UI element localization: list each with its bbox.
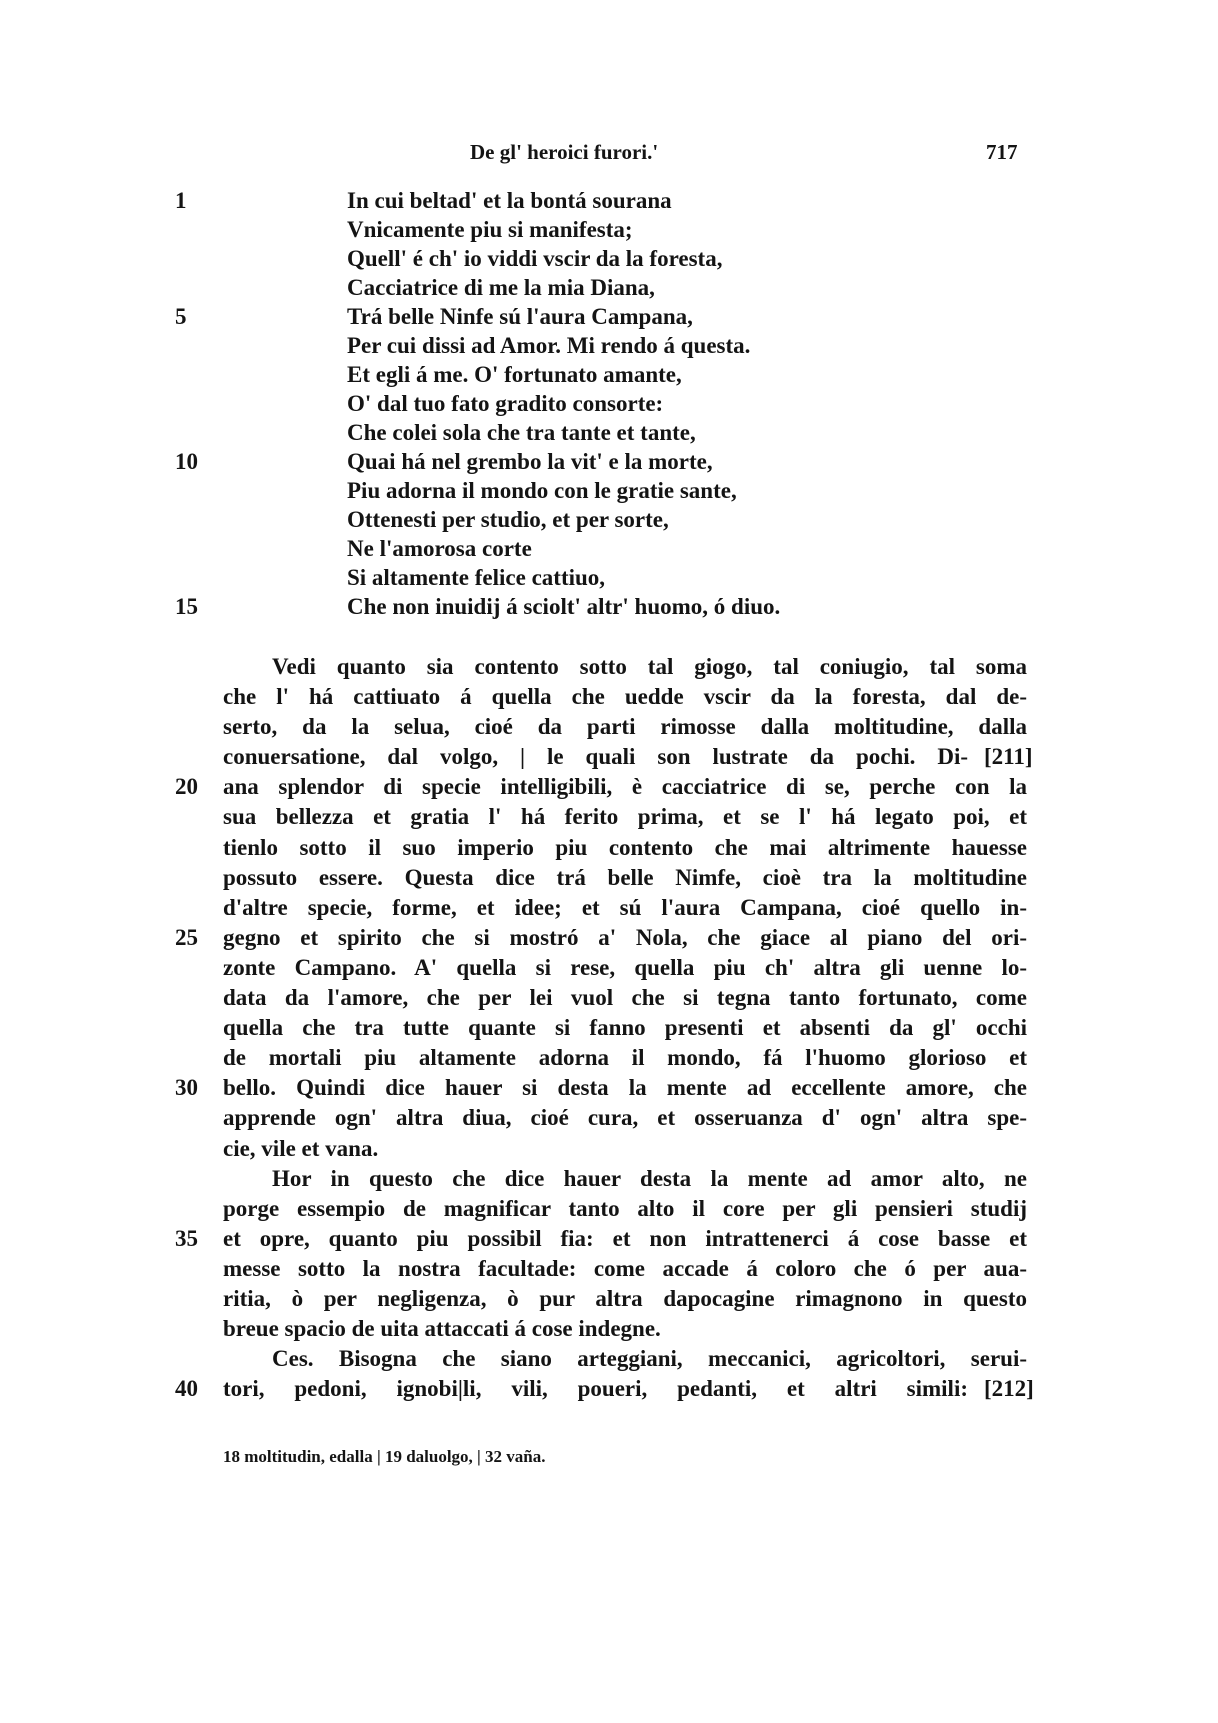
prose-line	[0, 1284, 1218, 1314]
prose-line	[0, 953, 1218, 983]
verse-text: Si altamente felice cattiuo,	[347, 565, 606, 590]
prose-text: sua bellezza et gratia l' há ferito prima, et se l' há legato poi, et	[223, 804, 1027, 830]
line-number: 40	[175, 1376, 198, 1402]
prose-text: tienlo sotto il suo imperio piu contento che mai altrimente hauesse	[223, 834, 1027, 860]
prose-text: et opre, quanto piu possibil fia: et non intrattenerci á cose basse et	[223, 1225, 1027, 1251]
verse-text: Piu adorna il mondo con le gratie sante,	[347, 478, 737, 503]
prose-line	[0, 923, 1218, 953]
page-number: 717	[986, 140, 1018, 164]
prose-text: cie, vile et vana.	[223, 1135, 379, 1161]
prose-text: zonte Campano. A' quella si rese, quella piu ch' altra gli uenne lo-	[223, 954, 1027, 980]
prose-line	[0, 1134, 1218, 1164]
verse-line	[0, 302, 1218, 331]
prose-line	[0, 1224, 1218, 1254]
prose-line	[0, 742, 1218, 772]
prose-text: porge essempio de magnificar tanto alto il core per gli pensieri studij	[223, 1195, 1027, 1221]
prose-text: gegno et spirito che si mostró a' Nola, che giace al piano del ori-	[223, 924, 1027, 950]
verse-text: Ne l'amorosa corte	[347, 536, 532, 561]
line-number: 15	[175, 594, 198, 619]
prose-line	[0, 1344, 1218, 1374]
prose-line	[0, 652, 1218, 682]
margin-page-reference: [212]	[984, 1376, 1034, 1402]
running-head	[0, 140, 1218, 174]
verse-line	[0, 476, 1218, 505]
prose-line	[0, 1254, 1218, 1284]
prose-line	[0, 1103, 1218, 1133]
prose-line	[0, 772, 1218, 802]
verse-line	[0, 273, 1218, 302]
verse-text: Quai há nel grembo la vit' e la morte,	[347, 449, 713, 474]
prose-line	[0, 1013, 1218, 1043]
verse-line	[0, 331, 1218, 360]
verse-text: In cui beltad' et la bontá sourana	[347, 188, 672, 213]
prose-line	[0, 833, 1218, 863]
prose-text: tori, pedoni, ignobi|li, vili, poueri, pedanti, et altri simili:	[223, 1376, 968, 1402]
prose-text: Hor in questo che dice hauer desta la mente ad amor alto, ne	[272, 1165, 1027, 1191]
prose-text: d'altre specie, forme, et idee; et sú l'aura Campana, cioé quello in-	[223, 894, 1027, 920]
prose-text: che l' há cattiuato á quella che uedde vscir da la foresta, dal de-	[223, 684, 1027, 710]
verse-line	[0, 534, 1218, 563]
verse-text: Per cui dissi ad Amor. Mi rendo á questa.	[347, 333, 751, 358]
prose-line	[0, 1073, 1218, 1103]
line-number: 1	[175, 188, 187, 213]
line-number: 20	[175, 774, 198, 800]
verse-text: Trá belle Ninfe sú l'aura Campana,	[347, 304, 693, 329]
verse-line	[0, 360, 1218, 389]
prose-line	[0, 893, 1218, 923]
verse-line	[0, 418, 1218, 447]
prose-line	[0, 1314, 1218, 1344]
verse-line	[0, 563, 1218, 592]
line-number: 5	[175, 304, 187, 329]
prose-text: ana splendor di specie intelligibili, è cacciatrice di se, perche con la	[223, 774, 1027, 800]
verse-line	[0, 215, 1218, 244]
prose-line	[0, 983, 1218, 1013]
prose-text: messe sotto la nostra facultade: come accade á coloro che ó per aua-	[223, 1255, 1027, 1281]
prose-text: de mortali piu altamente adorna il mondo, fá l'huomo glorioso et	[223, 1045, 1027, 1071]
prose-text: possuto essere. Questa dice trá belle Nimfe, cioè tra la moltitudine	[223, 864, 1027, 890]
line-number: 30	[175, 1075, 198, 1101]
verse-text: Cacciatrice di me la mia Diana,	[347, 275, 655, 300]
verse-text: Vnicamente piu si manifesta;	[347, 217, 633, 242]
prose-line	[0, 802, 1218, 832]
verse-line	[0, 389, 1218, 418]
running-title: De gl' heroici furori.'	[470, 140, 659, 164]
margin-page-reference: [211]	[984, 744, 1033, 770]
footnote: 18 moltitudin, edalla | 19 daluolgo, | 32 vaña.	[223, 1447, 546, 1466]
verse-text: Che colei sola che tra tante et tante,	[347, 420, 696, 445]
verse-line	[0, 186, 1218, 215]
prose-line	[0, 712, 1218, 742]
prose-line	[0, 1164, 1218, 1194]
verse-text: O' dal tuo fato gradito consorte:	[347, 391, 664, 416]
prose-text: breue spacio de uita attaccati á cose indegne.	[223, 1316, 661, 1342]
verse-text: Ottenesti per studio, et per sorte,	[347, 507, 669, 532]
prose-line	[0, 863, 1218, 893]
prose-text: data da l'amore, che per lei vuol che si tegna tanto fortunato, come	[223, 985, 1027, 1011]
line-number: 35	[175, 1225, 198, 1251]
line-number: 25	[175, 924, 198, 950]
verse-text: Quell' é ch' io viddi vscir da la foresta,	[347, 246, 723, 271]
prose-line	[0, 1374, 1218, 1404]
prose-line	[0, 682, 1218, 712]
prose-text: bello. Quindi dice hauer si desta la mente ad eccellente amore, che	[223, 1075, 1027, 1101]
prose-text: ritia, ò per negligenza, ò pur altra dapocagine rimagnono in questo	[223, 1285, 1027, 1311]
verse-line	[0, 592, 1218, 621]
prose-line	[0, 1043, 1218, 1073]
verse-line	[0, 447, 1218, 476]
prose-text: Vedi quanto sia contento sotto tal giogo, tal coniugio, tal soma	[272, 654, 1027, 679]
prose-block	[0, 652, 1218, 1404]
verse-line	[0, 505, 1218, 534]
verse-text: Et egli á me. O' fortunato amante,	[347, 362, 682, 387]
verse-block	[0, 186, 1218, 621]
prose-text: conuersatione, dal volgo, | le quali son lustrate da pochi. Di-	[223, 744, 968, 770]
verse-text: Che non inuidij á sciolt' altr' huomo, ó diuo.	[347, 594, 781, 619]
prose-text: quella che tra tutte quante si fanno presenti et absenti da gl' occhi	[223, 1015, 1027, 1041]
verse-line	[0, 244, 1218, 273]
prose-text: serto, da la selua, cioé da parti rimosse dalla moltitudine, dalla	[223, 714, 1027, 740]
prose-text: apprende ogn' altra diua, cioé cura, et osseruanza d' ogn' altra spe-	[223, 1105, 1027, 1131]
prose-text: Ces. Bisogna che siano arteggiani, meccanici, agricoltori, serui-	[272, 1346, 1027, 1372]
prose-line	[0, 1194, 1218, 1224]
line-number: 10	[175, 449, 198, 474]
